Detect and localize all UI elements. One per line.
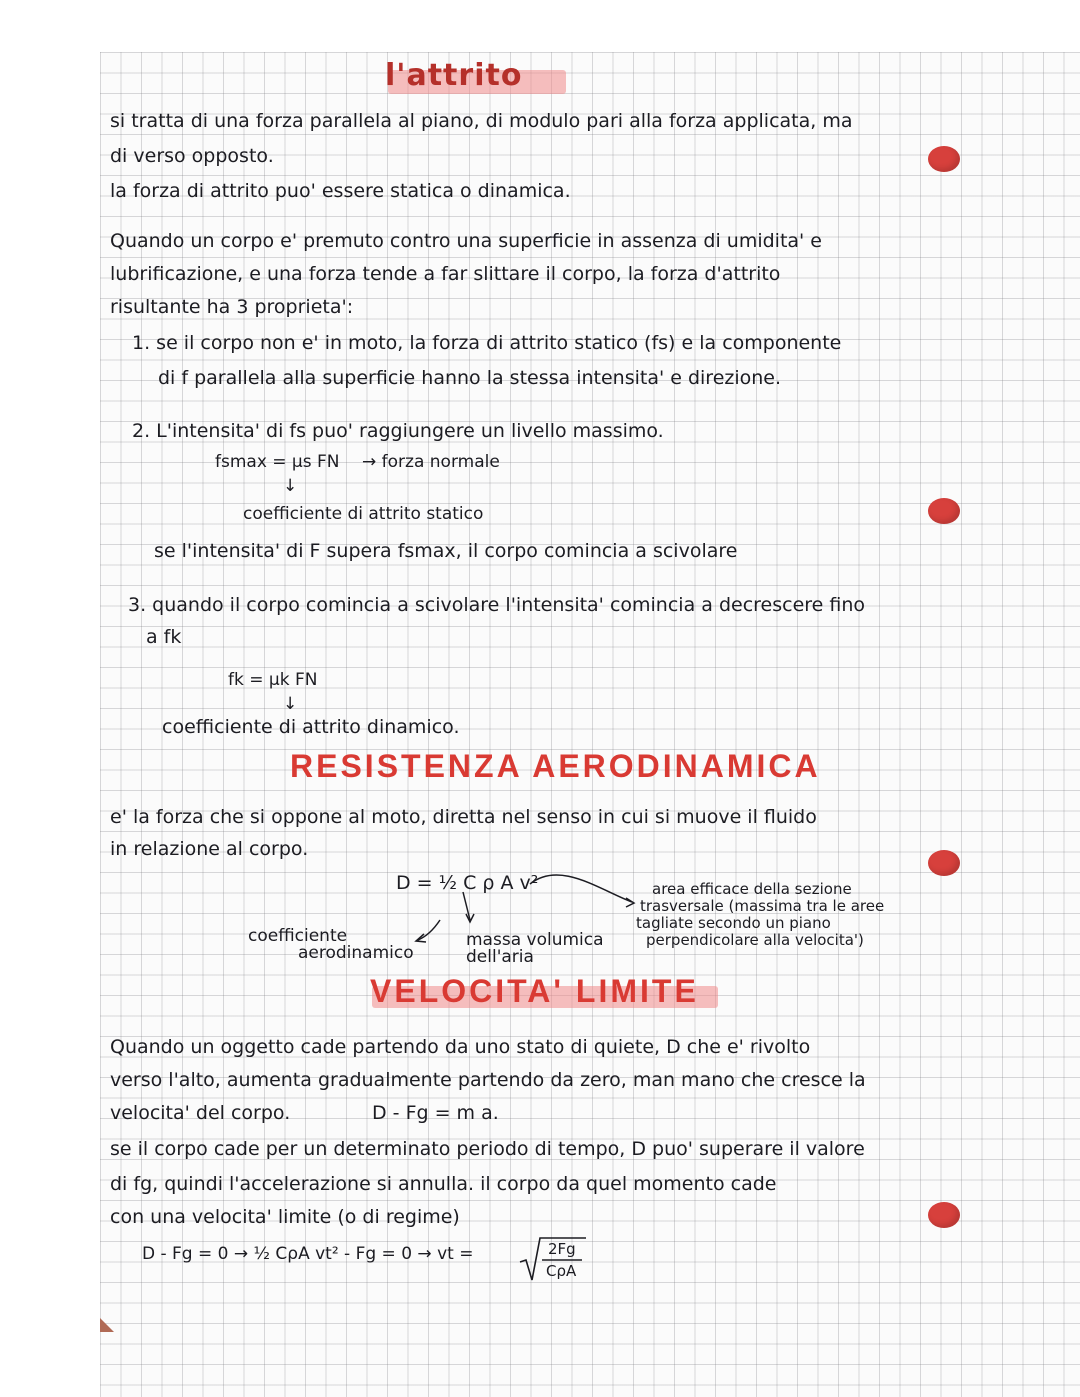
item2-line1: 2. L'intensita' di fs puo' raggiungere un livello massimo. <box>132 420 664 442</box>
drag-mass-line1: massa volumica <box>466 930 604 950</box>
title-resistenza: RESISTENZA AERODINAMICA <box>290 748 821 784</box>
item2-line2: se l'intensita' di F supera fsmax, il corpo comincia a scivolare <box>154 540 738 562</box>
binder-dot-4 <box>928 1202 960 1228</box>
p1-line1: si tratta di una forza parallela al piano, di modulo pari alla forza applicata, ma <box>110 110 853 132</box>
drag-area-line1: area efficace della sezione <box>652 880 852 898</box>
title-attrito: l'attrito <box>385 58 523 93</box>
item3-line2: a fk <box>146 626 182 648</box>
p2-line1: Quando un corpo e' premuto contro una superficie in assenza di umidita' e <box>110 230 822 252</box>
item2-normal-force: → forza normale <box>362 452 500 472</box>
drag-mass-line2: dell'aria <box>466 947 534 967</box>
final-formula: D - Fg = 0 → ½ CρA vt² - Fg = 0 → vt = <box>142 1244 474 1264</box>
item2-formula: fsmax = μs FN <box>215 452 340 472</box>
p1-line2: di verso opposto. <box>110 145 274 167</box>
p4-line3b: D - Fg = m a. <box>372 1102 499 1124</box>
drag-area-line2: trasversale (massima tra le aree <box>640 897 885 915</box>
item1-line1: 1. se il corpo non e' in moto, la forza di attrito statico (fs) e la componente <box>132 332 842 354</box>
final-denominator: CρA <box>546 1262 577 1280</box>
p4-line2: verso l'alto, aumenta gradualmente partendo da zero, man mano che cresce la <box>110 1069 866 1091</box>
title-velocita-limite: VELOCITA' LIMITE <box>370 973 699 1009</box>
drag-area-line3: tagliate secondo un piano <box>636 914 831 932</box>
p5-line2: di fg, quindi l'accelerazione si annulla. il corpo da quel momento cade <box>110 1173 777 1195</box>
binder-dot-2 <box>928 498 960 524</box>
item2-down-arrow: ↓ <box>283 476 298 496</box>
p3-line2: in relazione al corpo. <box>110 838 309 860</box>
item3-line1: 3. quando il corpo comincia a scivolare l'intensita' comincia a decrescere fino <box>128 594 866 616</box>
drag-coefficient-line1: coefficiente <box>248 926 348 946</box>
drag-formula: D = ½ C ρ A v² <box>396 872 539 894</box>
item3-coefficient: coefficiente di attrito dinamico. <box>162 716 460 738</box>
item3-down-arrow: ↓ <box>283 694 298 714</box>
item2-coefficient: coefficiente di attrito statico <box>243 504 484 524</box>
p5-line1: se il corpo cade per un determinato periodo di tempo, D puo' superare il valore <box>110 1138 865 1160</box>
final-numerator: 2Fg <box>548 1240 576 1258</box>
p5-line3: con una velocita' limite (o di regime) <box>110 1206 460 1228</box>
p2-line3: risultante ha 3 proprieta': <box>110 296 354 318</box>
item3-formula: fk = μk FN <box>228 670 318 690</box>
page-corner-mark <box>100 1318 114 1332</box>
p1-line3: la forza di attrito puo' essere statica o dinamica. <box>110 180 571 202</box>
binder-dot-1 <box>928 146 960 172</box>
p4-line1: Quando un oggetto cade partendo da uno stato di quiete, D che e' rivolto <box>110 1036 811 1058</box>
binder-dot-3 <box>928 850 960 876</box>
item1-line2: di f parallela alla superficie hanno la stessa intensita' e direzione. <box>158 367 782 389</box>
p3-line1: e' la forza che si oppone al moto, diretta nel senso in cui si muove il fluido <box>110 806 817 828</box>
p2-line2: lubrificazione, e una forza tende a far slittare il corpo, la forza d'attrito <box>110 263 781 285</box>
drag-area-line4: perpendicolare alla velocita') <box>646 931 864 949</box>
drag-coefficient-line2: aerodinamico <box>298 943 414 963</box>
p4-line3a: velocita' del corpo. <box>110 1102 291 1124</box>
